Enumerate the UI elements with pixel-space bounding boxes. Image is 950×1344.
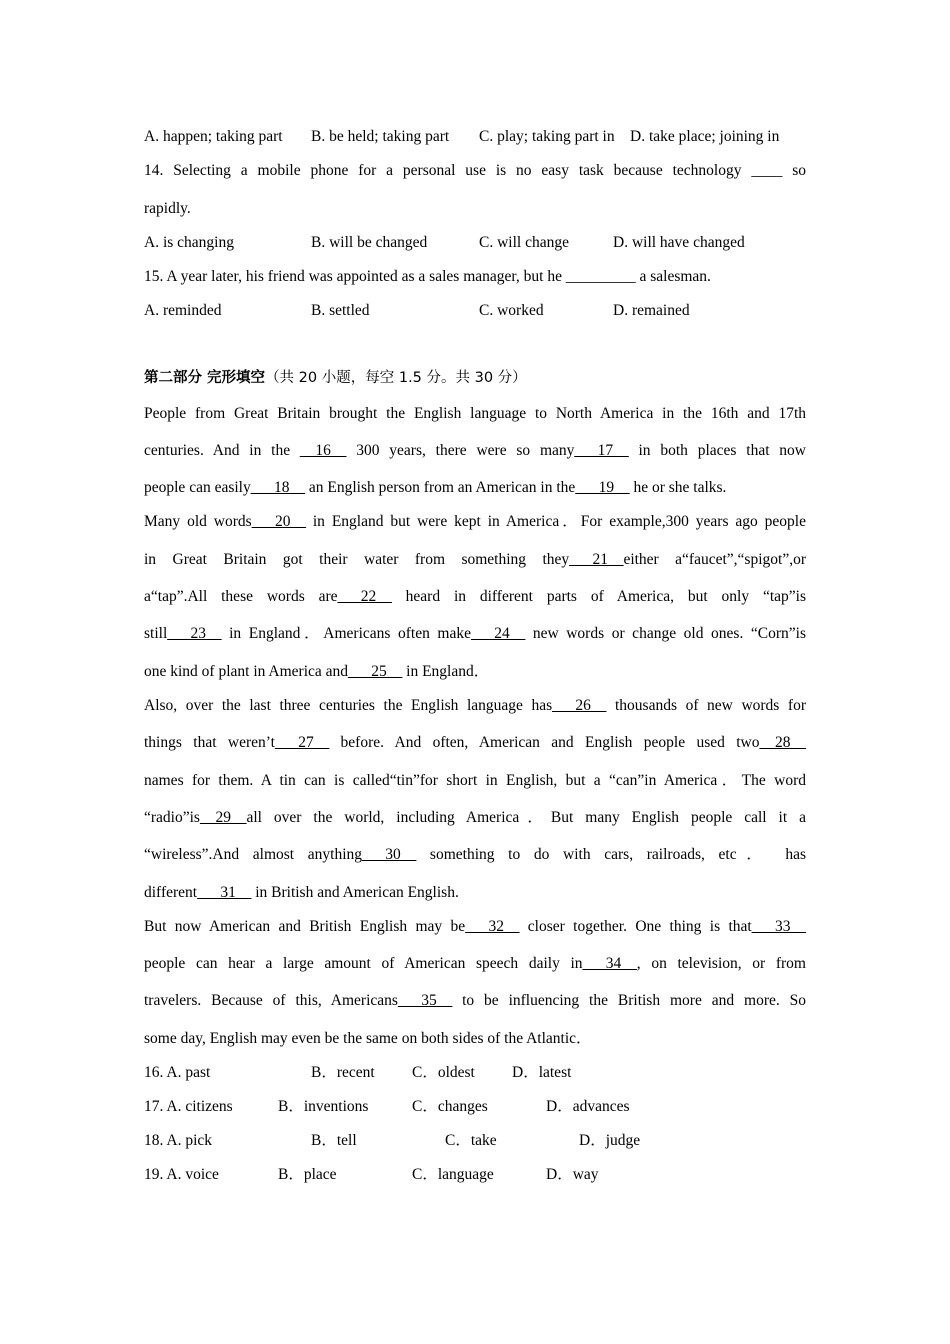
blank-28: __28__: [759, 734, 806, 751]
passage-line: different___31__ in British and American English.: [144, 884, 459, 901]
blank-24: ___24__: [471, 625, 526, 642]
option-a: A. is changing: [144, 234, 234, 251]
passage-line: “radio”is__29__all over the world, including America．But many English people call it a: [144, 809, 806, 826]
passage-line: in Great Britain got their water from something they___21__either a“faucet”,“spigot”,or: [144, 551, 806, 568]
option-a: A. happen; taking part: [144, 128, 283, 145]
option-b: B. settled: [311, 302, 370, 319]
option-d: D．advances: [546, 1098, 630, 1115]
blank-19: ___19__: [575, 479, 630, 496]
option-b: B．recent: [311, 1064, 375, 1081]
option-c: C. worked: [479, 302, 544, 319]
option-b: B. will be changed: [311, 234, 428, 251]
blank-18: ___18__: [250, 479, 305, 496]
blank-22: ___22__: [337, 588, 392, 605]
option-c: C. will change: [479, 234, 569, 251]
blank-33: ___33__: [751, 918, 806, 935]
q15-stem: 15. A year later, his friend was appointed as a sales manager, but he _________ a salesman.: [144, 268, 711, 285]
option-c: C．changes: [412, 1098, 488, 1115]
passage-line: Also, over the last three centuries the English language has___26__ thousands of new words for: [144, 697, 806, 714]
blank-17: ___17__: [574, 442, 629, 459]
blank-25: ___25__: [348, 663, 403, 680]
option-a: A. reminded: [144, 302, 222, 319]
passage-line: one kind of plant in America and___25__ in England．: [144, 663, 490, 680]
option-c: C．language: [412, 1166, 494, 1183]
blank-31: ___31__: [197, 884, 252, 901]
option-a: 18. A. pick: [144, 1132, 213, 1149]
blank-32: ___32__: [465, 918, 520, 935]
part2-title: 第二部分 完形填空: [144, 370, 266, 386]
passage-line: a“tap”.All these words are___22__ heard in different parts of America, but only “tap”is: [144, 588, 806, 605]
passage-line: travelers. Because of this, Americans___35__ to be influencing the British more and more. So: [144, 992, 807, 1009]
passage-line: things that weren’t___27__ before. And often, American and English people used two__28__: [144, 734, 806, 751]
blank-35: ___35__: [397, 992, 453, 1009]
passage-line: people can easily___18__ an English person from an American in the___19__ he or she talks.: [144, 479, 727, 496]
option-b: B. be held; taking part: [311, 128, 450, 145]
blank-27: ___27__: [274, 734, 330, 751]
passage-line: still___23__ in England．Americans often make___24__ new words or change old ones. “Corn”is: [144, 625, 806, 642]
passage-line: people can hear a large amount of American speech daily in___34__, on television, or from: [144, 955, 806, 972]
blank-29: __29__: [199, 809, 247, 826]
passage-line: names for them. A tin can is called“tin”for short in English, but a “can”in America．The word: [144, 772, 806, 789]
option-a: 17. A. citizens: [144, 1098, 233, 1115]
option-d: D. remained: [613, 302, 690, 319]
blank-34: ___34__: [582, 955, 637, 972]
option-a: 19. A. voice: [144, 1166, 219, 1183]
blank-16: __16__: [299, 442, 347, 459]
option-d: D. take place; joining in: [630, 128, 780, 145]
passage-line: But now American and British English may be___32__ closer together. One thing is that___33__: [144, 918, 806, 935]
passage-line: some day, English may even be the same on both sides of the Atlantic．: [144, 1030, 592, 1047]
option-b: B．place: [278, 1166, 337, 1183]
blank-20: ___20__: [251, 513, 306, 530]
option-b: B．tell: [311, 1132, 357, 1149]
passage-line: Many old words___20__ in England but were kept in America．For example,300 years ago people: [144, 513, 806, 530]
passage-line: People from Great Britain brought the English language to North America in the 16th and 17th: [144, 405, 806, 422]
passage-line: “wireless”.And almost anything___30__ something to do with cars, railroads, etc． has: [144, 846, 806, 863]
blank-23: ___23__: [167, 625, 222, 642]
option-d: D. will have changed: [613, 234, 745, 251]
option-d: D．latest: [512, 1064, 572, 1081]
blank-30: ___30__: [362, 846, 417, 863]
part2-note: （共 20 小题，每空 1.5 分。共 30 分）: [265, 370, 527, 386]
option-d: D．way: [546, 1166, 599, 1183]
option-b: B．inventions: [278, 1098, 369, 1115]
blank-26: ___26__: [552, 697, 607, 714]
passage-line: centuries. And in the __16__ 300 years, there were so many___17__ in both places that now: [144, 442, 807, 459]
blank-21: ___21__: [569, 551, 624, 568]
option-d: D．judge: [579, 1132, 641, 1149]
q14-stem-line1: 14. Selecting a mobile phone for a personal use is no easy task because technology ____ so: [144, 162, 806, 179]
option-a: 16. A. past: [144, 1064, 211, 1081]
q14-stem-line2: rapidly.: [144, 200, 191, 217]
part2-heading: [144, 368, 806, 388]
option-c: C．oldest: [412, 1064, 475, 1081]
option-c: C. play; taking part in: [479, 128, 615, 145]
option-c: C．take: [445, 1132, 497, 1149]
